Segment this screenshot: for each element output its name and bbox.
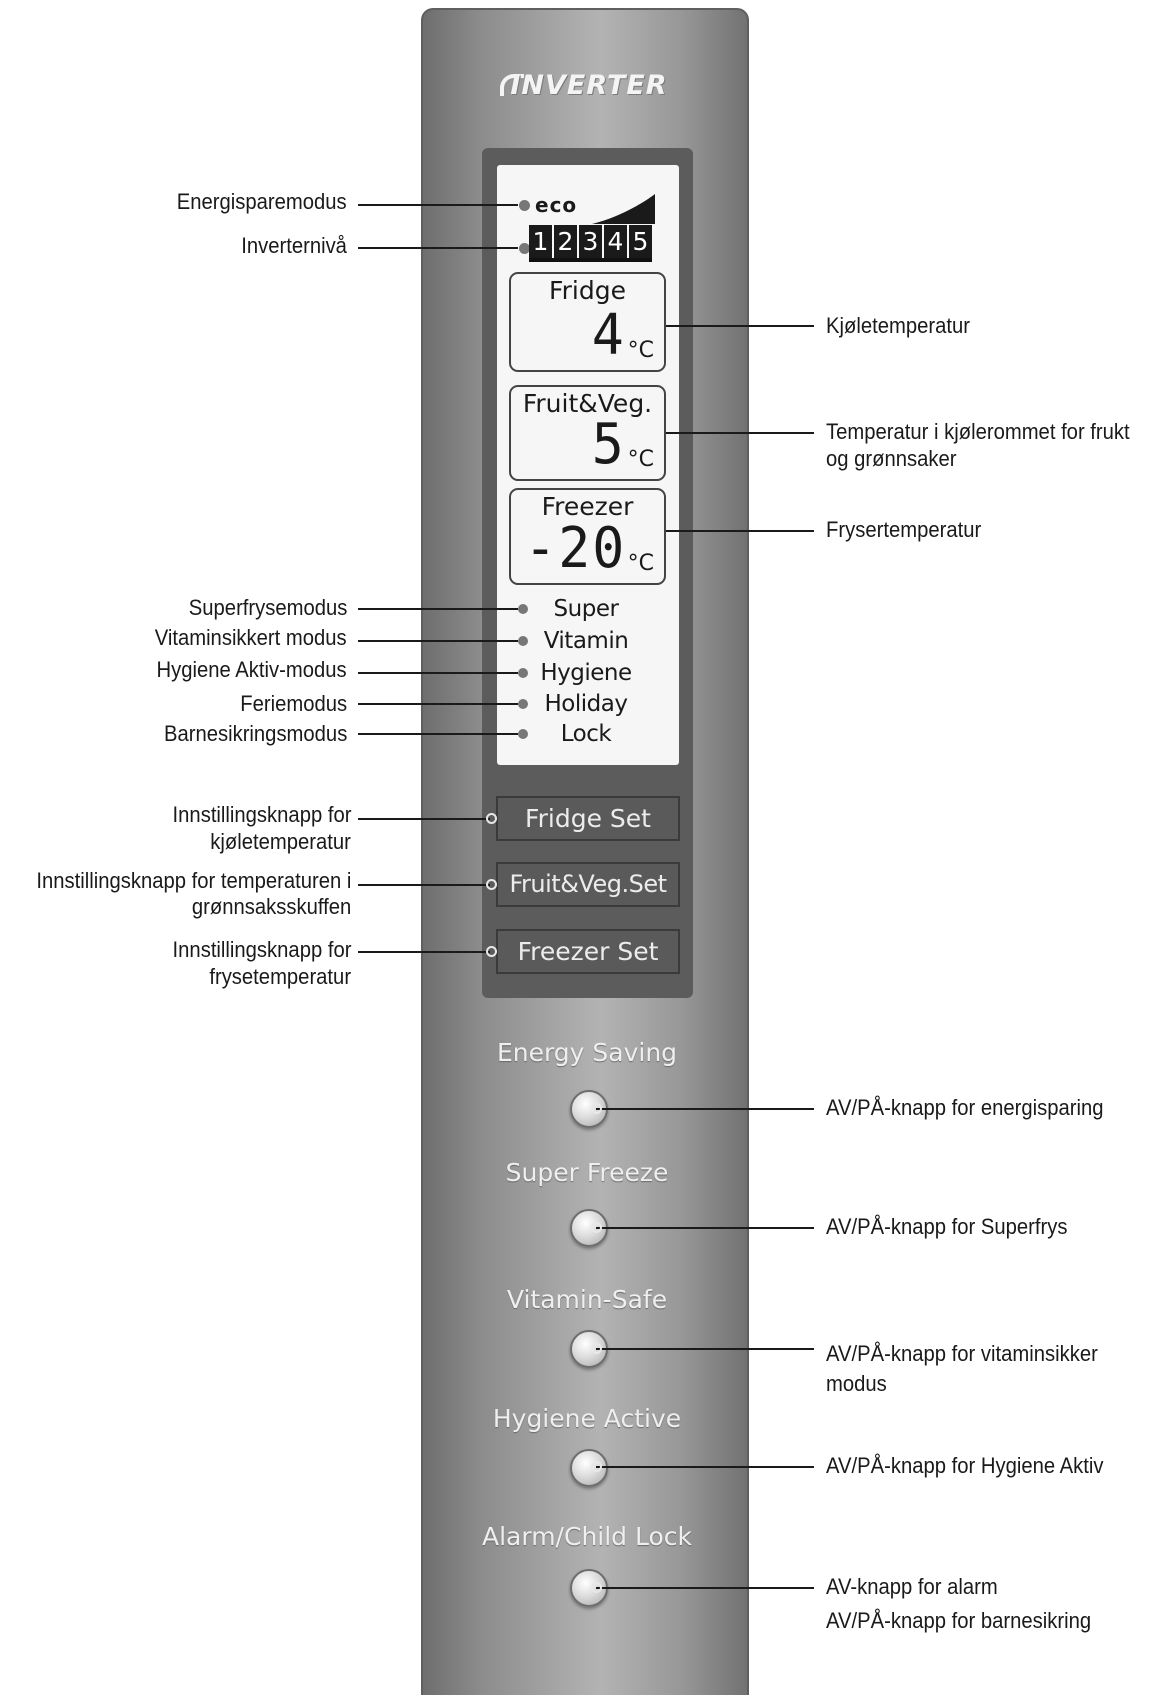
fruitveg-temp-title: Fruit&Veg.: [522, 389, 653, 418]
label-energy-mode: Energisparemodus: [177, 189, 347, 214]
level-wedge-icon: [592, 194, 655, 224]
level-3: 3: [579, 225, 604, 258]
vitamin-btn-ring-icon: [591, 1343, 602, 1354]
eco-indicator-dot-icon: [519, 200, 530, 211]
leader-fridge-temp: [666, 325, 814, 327]
leader-hygiene-mode: [358, 672, 518, 674]
fruitveg-set-ring-icon: [486, 879, 497, 890]
label-inverter-level: Inverternivå: [241, 233, 347, 258]
alarm-child-lock-label: Alarm/Child Lock: [482, 1522, 692, 1551]
leader-energy-btn: [596, 1108, 814, 1110]
super-freeze-label: Super Freeze: [505, 1158, 669, 1187]
mode-holiday: Holiday: [544, 691, 628, 717]
hygiene-btn-ring-icon: [591, 1461, 602, 1472]
leader-vitamin-btn: [596, 1348, 814, 1350]
leader-fruitveg-set: [358, 884, 490, 886]
label-vitamin-btn-line2: modus: [826, 1371, 887, 1396]
inverter-level-bar: [529, 225, 652, 262]
hygiene-mode-dot-icon: [518, 668, 528, 678]
level-2: 2: [554, 225, 579, 258]
superfreeze-btn-ring-icon: [591, 1222, 602, 1233]
freezer-temp-unit: °C: [627, 551, 654, 576]
fruitveg-set-button[interactable]: Fruit&Veg.Set: [496, 862, 680, 907]
energy-btn-ring-icon: [591, 1103, 602, 1114]
mode-lock: Lock: [560, 721, 612, 747]
label-fruitveg-set-line2: grønnsaksskuffen: [191, 894, 351, 919]
leader-fruitveg-temp: [666, 432, 814, 434]
label-superfreeze-mode: Superfrysemodus: [188, 595, 347, 620]
label-energy-btn: AV/PÅ-knapp for energisparing: [826, 1095, 1104, 1120]
level-1: 1: [529, 225, 554, 258]
hygiene-active-button[interactable]: [570, 1449, 608, 1487]
freezer-set-ring-icon: [486, 946, 497, 957]
label-freezer-set-line2: frysetemperatur: [209, 964, 351, 989]
level-5: 5: [629, 225, 652, 258]
fridge-temp-title: Fridge: [549, 276, 626, 305]
mode-super: Super: [553, 596, 619, 622]
freezer-temp-value: -20: [524, 516, 626, 581]
label-hygiene-mode: Hygiene Aktiv-modus: [156, 657, 347, 682]
fridge-set-button[interactable]: Fridge Set: [496, 796, 680, 841]
label-holiday-mode: Feriemodus: [240, 691, 347, 716]
mode-hygiene: Hygiene: [540, 660, 632, 686]
label-vitamin-btn-line1: AV/PÅ-knapp for vitaminsikker: [826, 1341, 1098, 1366]
leader-holiday-mode: [358, 703, 518, 705]
level-4: 4: [604, 225, 629, 258]
label-freezer-temp: Frysertemperatur: [826, 517, 982, 542]
vitamin-safe-label: Vitamin-Safe: [506, 1285, 668, 1314]
label-hygiene-btn: AV/PÅ-knapp for Hygiene Aktiv: [826, 1453, 1104, 1478]
fruitveg-temp-unit: °C: [627, 447, 654, 472]
label-lock-mode: Barnesikringsmodus: [163, 721, 347, 746]
leader-freezer-temp: [666, 530, 814, 532]
hygiene-active-label: Hygiene Active: [492, 1404, 682, 1433]
fruitveg-temp-box: [509, 385, 666, 481]
fruitveg-temp-value: 5: [592, 412, 626, 477]
alarm-btn-ring-icon: [591, 1582, 602, 1593]
freezer-set-button[interactable]: Freezer Set: [496, 929, 680, 974]
eco-indicator: eco: [535, 193, 578, 217]
label-superfreeze-btn: AV/PÅ-knapp for Superfrys: [826, 1214, 1068, 1239]
leader-superfreeze-btn: [596, 1227, 814, 1229]
vitamin-mode-dot-icon: [518, 636, 528, 646]
label-fridge-temp: Kjøletemperatur: [826, 313, 970, 338]
lock-mode-dot-icon: [518, 729, 528, 739]
label-fruitveg-temp-line2: og grønnsaker: [826, 446, 957, 471]
holiday-mode-dot-icon: [518, 699, 528, 709]
fridge-temp-box: [509, 272, 666, 372]
label-freezer-set-line1: Innstillingsknapp for: [172, 937, 351, 962]
leader-superfreeze-mode: [358, 608, 518, 610]
label-vitamin-mode: Vitaminsikkert modus: [155, 625, 347, 650]
label-alarm-btn-line1: AV-knapp for alarm: [826, 1574, 998, 1599]
leader-hygiene-btn: [596, 1466, 814, 1468]
leader-energy-mode: [358, 204, 518, 206]
energy-saving-label: Energy Saving: [496, 1038, 678, 1067]
mode-vitamin: Vitamin: [543, 628, 629, 654]
freezer-temp-box: [509, 488, 666, 585]
leader-alarm-btn: [596, 1587, 814, 1589]
label-fruitveg-temp-line1: Temperatur i kjølerommet for frukt: [826, 419, 1130, 444]
leader-freezer-set: [358, 951, 490, 953]
fridge-set-ring-icon: [486, 813, 497, 824]
label-fridge-set-line1: Innstillingsknapp for: [172, 802, 351, 827]
fridge-temp-value: 4: [592, 303, 626, 368]
leader-vitamin-mode: [358, 640, 518, 642]
leader-inverter-level: [358, 247, 518, 249]
leader-lock-mode: [358, 733, 518, 735]
label-fridge-set-line2: kjøletemperatur: [210, 829, 351, 854]
fridge-temp-unit: °C: [627, 338, 654, 363]
label-alarm-btn-line2: AV/PÅ-knapp for barnesikring: [826, 1608, 1092, 1633]
freezer-temp-title: Freezer: [541, 492, 634, 521]
inverter-logo: INVERTER: [510, 70, 668, 101]
leader-fridge-set: [358, 818, 490, 820]
label-fruitveg-set-line1: Innstillingsknapp for temperaturen i: [35, 868, 351, 893]
super-mode-dot-icon: [518, 604, 528, 614]
